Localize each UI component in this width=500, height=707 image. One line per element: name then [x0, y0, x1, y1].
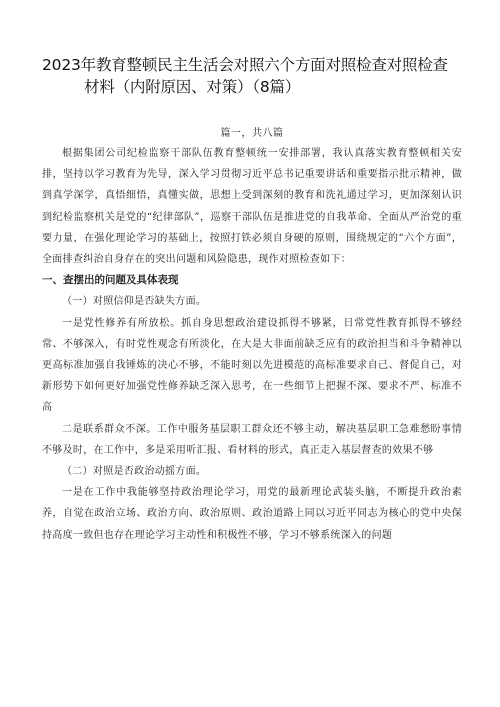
title-line-1: 2023年教育整顿民主生活会对照六个方面对照检查对照检查 [42, 56, 448, 74]
subheading-2: （二）对照是否政治动摇方面。 [62, 466, 207, 478]
intro-paragraph: 根据集团公司纪检监察干部队伍教育整顿统一安排部署，我认真落实教育整顿相关安排，坚持以学习教育为先导，深入学习贯彻习近平总书记重要讲话和重要指示批示精神，做到真学深学，真悟细悟，真懂实做，思想上受到深刻的教育和洗礼通过学习，更加深刻认识到纪检监察机关是党的“纪律部队”，巡察干部队伍是推进党的自我革命、全面从严治党的重要力量，在强化理论学习的基础上，按照打铁必须自身硬的原则，围绕规定的“六个方面”，全面排查纠治自身存在的突出问题和风险隐患，现作对照检查如下： [42, 148, 462, 266]
subheading-1: （一）对照信仰是否缺失方面。 [62, 296, 207, 308]
document-title [42, 54, 462, 98]
title-line-2: 材料（内附原因、对策）（8篇） [84, 78, 301, 96]
paragraph-1: 一是党性修养有所放松。抓自身思想政治建设抓得不够紧，日常党性教育抓得不够经常、不够深入，有时党性观念有所淡化，在大是大非面前缺乏应有的政治担当和斗争精神以更高标准加强自我锤炼的决心不够，不能时刻以先进模范的高标准要求自己、督促自己，对新形势下如何更好加强党性修养缺乏深入思考，在一些细节上把握不深、要求不严、标准不高 [42, 317, 462, 414]
paragraph-3: 一是在工作中我能够坚持政治理论学习，用党的最新理论武装头脑，不断提升政治素养，自觉在政治立场、政治方向、政治原则、政治道路上同以习近平同志为核心的党中央保持高度一致但也存在理论学习主动性和积极性不够，学习不够系统深入的问题 [42, 487, 462, 541]
section-meta: 篇一，共八篇 [220, 128, 284, 139]
section-heading: 一、查摆出的问题及具体表现 [42, 274, 179, 287]
paragraph-2: 二是联系群众不深。工作中服务基层职工群众还不够主动，解决基层职工急难愁盼事情不够及时，在工作中，多是采用听汇报、看材料的形式，真正走入基层督查的效果不够 [42, 423, 462, 456]
document-body [42, 143, 462, 546]
